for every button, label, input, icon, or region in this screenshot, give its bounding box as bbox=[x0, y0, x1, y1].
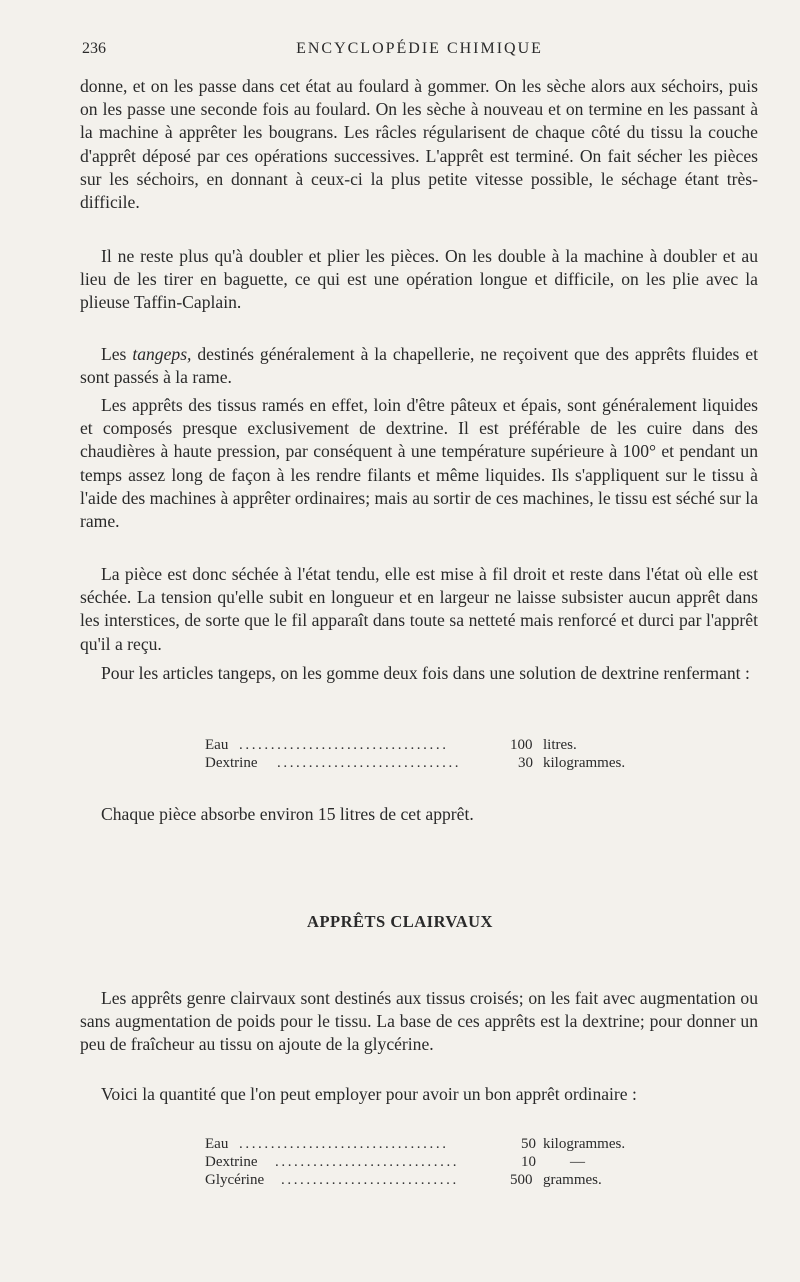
page-header bbox=[82, 40, 757, 64]
ingredient-name: Dextrine bbox=[205, 755, 258, 771]
ingredient-quantity: 30 bbox=[518, 755, 533, 771]
paragraph-tangeps-recipe-intro: Pour les articles tangeps, on les gomme deux fois dans une solution de dextrine renfermant : bbox=[101, 663, 750, 683]
page-number: 236 bbox=[82, 40, 106, 57]
table-row bbox=[205, 1171, 655, 1189]
ingredient-unit: — bbox=[570, 1154, 585, 1170]
paragraph-clairvaux: Les apprêts genre clairvaux sont destinés aux tissus croisés; on les fait avec augmentation ou sans augmentation de poids pour le tissu. La base de ces apprêts est la dextrine; pour donner un peu de fraîcheur au tissu on ajoute de la glycérine. bbox=[80, 988, 758, 1055]
ingredient-unit: grammes. bbox=[543, 1172, 602, 1188]
ingredient-unit: kilogrammes. bbox=[543, 1136, 626, 1152]
table-row bbox=[205, 1153, 655, 1171]
ingredient-unit: kilogrammes. bbox=[543, 755, 626, 771]
recipe-table-clairvaux bbox=[205, 1135, 655, 1189]
tangeps-rest: destinés généralement à la chapellerie, ne reçoivent que des apprêts fluides et sont passés à la rame. bbox=[80, 344, 758, 388]
ingredient-name: Eau bbox=[205, 737, 229, 753]
paragraph-rame-preparations: Les apprêts des tissus ramés en effet, loin d'être pâteux et épais, sont généralement liquides et composés presque exclusivement de dextrine. Il est préférable de les cuire dans des chaudières à haute pression, par conséquent à une température supérieure à 100° et pendant un temps assez long de façon à les rendre filants et même liquides. Ils s'appliquent sur le tissu à l'aide des machines à apprêter ordinaires; mais au sortir de ces machines, le tissu est séché sur la rame. bbox=[80, 395, 758, 532]
ingredient-unit: litres. bbox=[543, 737, 577, 753]
recipe-table-tangeps bbox=[205, 736, 655, 772]
paragraph-tension: La pièce est donc séchée à l'état tendu, elle est mise à fil droit et reste dans l'état où elle est séchée. La tension qu'elle subit en longueur et en largeur ne laisse subsister aucun apprêt dans les interstices, de sorte que le fil apparaît dans toute sa netteté mais renforcé et durci par l'apprêt qu'il a reçu. bbox=[80, 564, 758, 654]
paragraph-quantity-intro: Voici la quantité que l'on peut employer pour avoir un bon apprêt ordinaire : bbox=[101, 1084, 637, 1104]
table-row bbox=[205, 754, 655, 772]
ingredient-quantity: 100 bbox=[510, 737, 533, 753]
leader-dots: ................................. bbox=[239, 737, 449, 753]
leader-dots: ............................. bbox=[277, 755, 462, 771]
section-heading: APPRÊTS CLAIRVAUX bbox=[307, 912, 493, 931]
ingredient-quantity: 500 bbox=[510, 1172, 533, 1188]
paragraph-tangeps bbox=[80, 343, 758, 389]
ingredient-name: Glycérine bbox=[205, 1172, 265, 1188]
ingredient-name: Eau bbox=[205, 1136, 229, 1152]
tangeps-italic: tangeps, bbox=[132, 344, 192, 364]
leader-dots: ............................ bbox=[281, 1172, 459, 1188]
table-row bbox=[205, 1135, 655, 1153]
running-title: ENCYCLOPÉDIE CHIMIQUE bbox=[296, 40, 543, 57]
tangeps-lead: Les bbox=[101, 344, 133, 364]
leader-dots: ............................. bbox=[275, 1154, 460, 1170]
paragraph-absorption: Chaque pièce absorbe environ 15 litres de cet apprêt. bbox=[101, 804, 474, 824]
paragraph-doubling: Il ne reste plus qu'à doubler et plier les pièces. On les double à la machine à doubler et au lieu de les tirer en baguette, ce qui est une opération longue et difficile, on les plie avec la plieuse Taffin-Caplain. bbox=[80, 246, 758, 313]
ingredient-quantity: 50 bbox=[521, 1136, 536, 1152]
ingredient-name: Dextrine bbox=[205, 1154, 258, 1170]
leader-dots: ................................. bbox=[239, 1136, 449, 1152]
paragraph-continuation: donne, et on les passe dans cet état au foulard à gommer. On les sèche alors aux séchoirs, puis on les passe une seconde fois au foulard. On les sèche à nouveau et on termine en les passant à la machine à apprêter les bougrans. Les râcles régularisent de chaque côté du tissu la couche d'apprêt déposé par ces opérations successives. L'apprêt est terminé. On fait sécher les pièces sur les séchoirs, en donnant à ceux-ci la plus petite vitesse possible, le séchage étant très-difficile. bbox=[80, 76, 758, 213]
ingredient-quantity: 10 bbox=[521, 1154, 536, 1170]
table-row bbox=[205, 736, 655, 754]
